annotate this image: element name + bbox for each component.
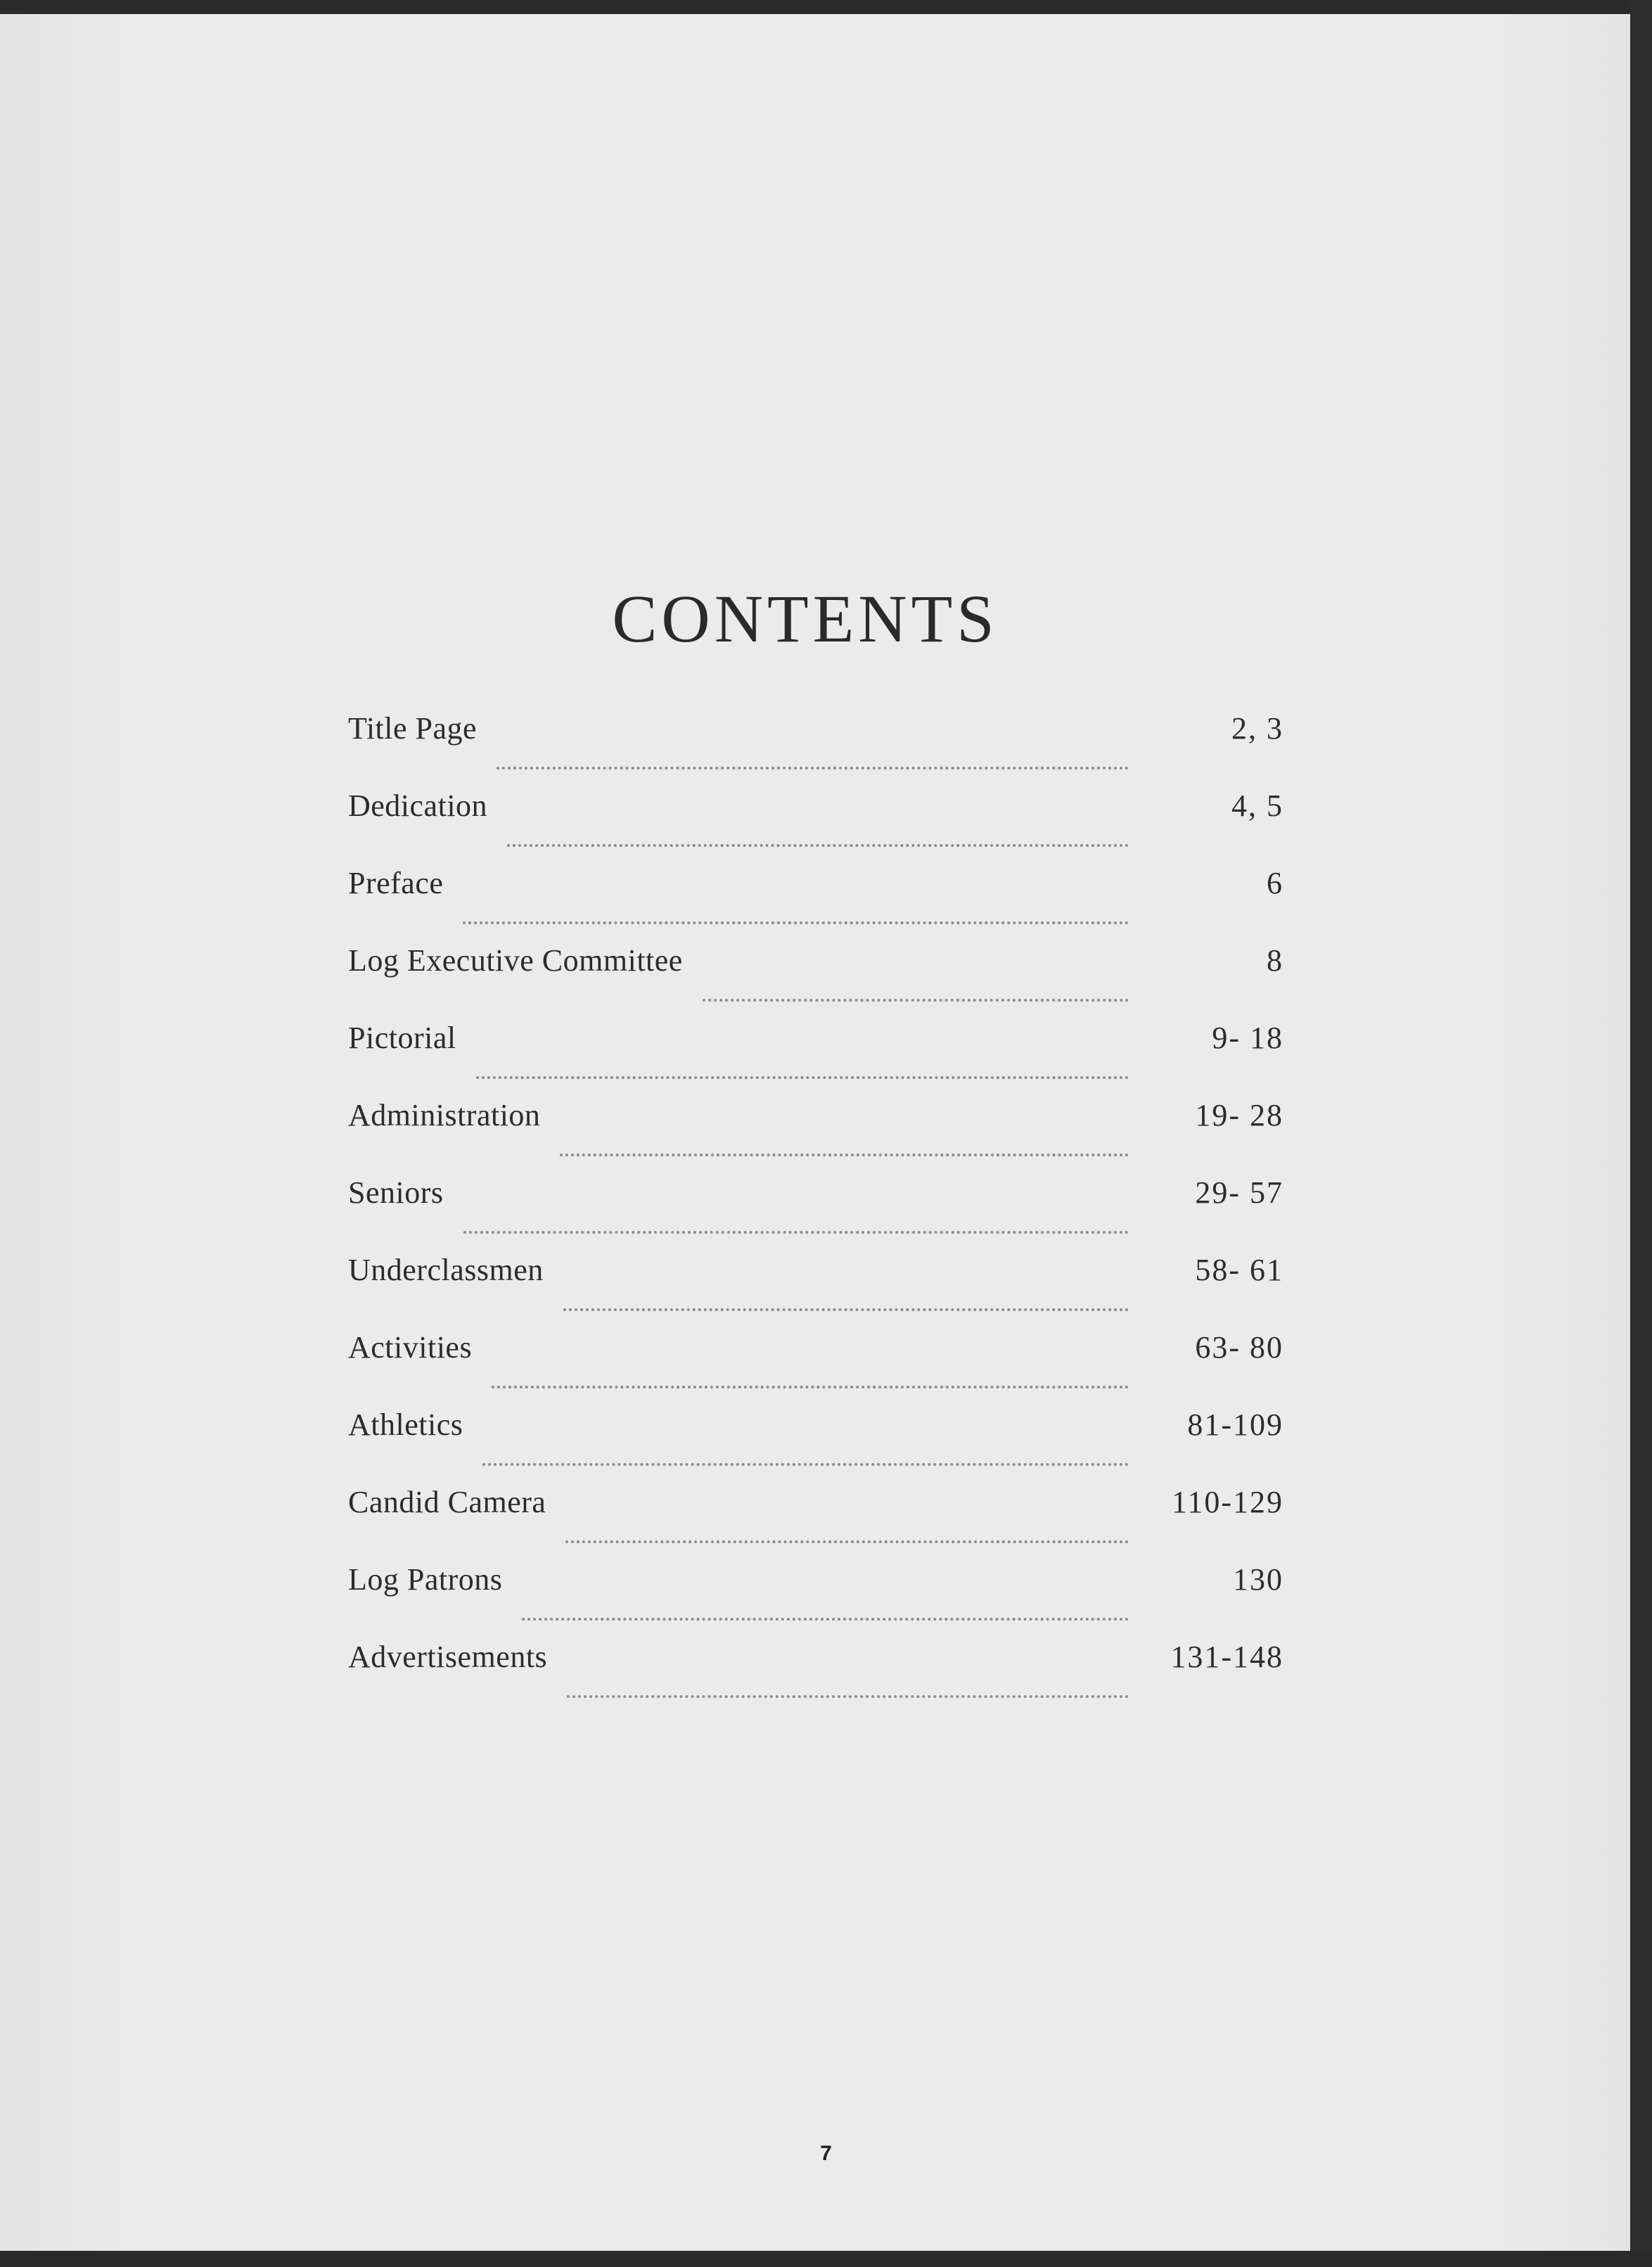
toc-entry <box>348 1329 1283 1407</box>
dot-leader <box>492 1386 1129 1388</box>
toc-entry-pages: 29- 57 <box>1195 1175 1283 1210</box>
toc-entry-label: Activities <box>348 1330 473 1365</box>
toc-entry-pages: 110-129 <box>1171 1485 1283 1519</box>
dot-leader <box>476 1076 1129 1079</box>
toc-entry-pages: 6 <box>1267 866 1283 900</box>
toc-entry-label: Log Executive Committee <box>348 943 683 978</box>
dot-leader <box>703 999 1129 1002</box>
toc-entry-label: Candid Camera <box>348 1485 546 1519</box>
toc-entry-label: Seniors <box>348 1175 444 1210</box>
dot-leader <box>463 921 1129 924</box>
toc-entry-label: Administration <box>348 1098 541 1132</box>
scan-edge-right <box>1630 0 1652 2267</box>
dot-leader <box>522 1618 1129 1621</box>
toc-entry-label: Underclassmen <box>348 1253 544 1287</box>
document-page <box>0 14 1630 2251</box>
page-title: CONTENTS <box>612 581 999 656</box>
dot-leader <box>565 1540 1129 1543</box>
toc-entry-pages: 9- 18 <box>1212 1021 1283 1055</box>
dot-leader <box>567 1695 1129 1698</box>
dot-leader <box>507 844 1129 847</box>
dot-leader <box>563 1308 1129 1311</box>
toc-entry <box>348 1020 1283 1097</box>
dot-leader <box>497 767 1129 769</box>
dot-leader <box>482 1463 1129 1466</box>
toc-entry-label: Advertisements <box>348 1640 548 1674</box>
toc-entry-label: Title Page <box>348 711 478 746</box>
toc-entry-label: Dedication <box>348 788 488 823</box>
toc-entry-pages: 81-109 <box>1187 1407 1283 1442</box>
toc-entry-label: Log Patrons <box>348 1562 503 1597</box>
toc-entry <box>348 1639 1283 1716</box>
scan-edge-bottom <box>0 2251 1652 2267</box>
toc-entry <box>348 1097 1283 1175</box>
toc-entry <box>348 865 1283 943</box>
table-of-contents <box>348 710 1283 1716</box>
toc-entry-pages: 19- 28 <box>1195 1098 1283 1132</box>
toc-entry-pages: 4, 5 <box>1231 788 1283 823</box>
toc-entry-pages: 131-148 <box>1170 1640 1283 1674</box>
toc-entry <box>348 1562 1283 1639</box>
toc-entry-pages: 2, 3 <box>1231 711 1283 746</box>
toc-entry-pages: 130 <box>1233 1562 1283 1597</box>
toc-entry <box>348 1252 1283 1329</box>
toc-entry <box>348 1175 1283 1252</box>
toc-entry-pages: 8 <box>1267 943 1283 978</box>
toc-entry <box>348 788 1283 865</box>
dot-leader <box>560 1154 1129 1156</box>
toc-entry-pages: 63- 80 <box>1195 1330 1283 1365</box>
toc-entry-label: Pictorial <box>348 1021 456 1055</box>
toc-entry <box>348 1484 1283 1562</box>
toc-entry-label: Athletics <box>348 1407 463 1442</box>
page-number: 7 <box>820 2142 832 2165</box>
dot-leader <box>463 1231 1129 1234</box>
toc-entry <box>348 1407 1283 1484</box>
toc-entry <box>348 943 1283 1020</box>
toc-entry <box>348 710 1283 788</box>
toc-entry-pages: 58- 61 <box>1195 1253 1283 1287</box>
toc-entry-label: Preface <box>348 866 444 900</box>
